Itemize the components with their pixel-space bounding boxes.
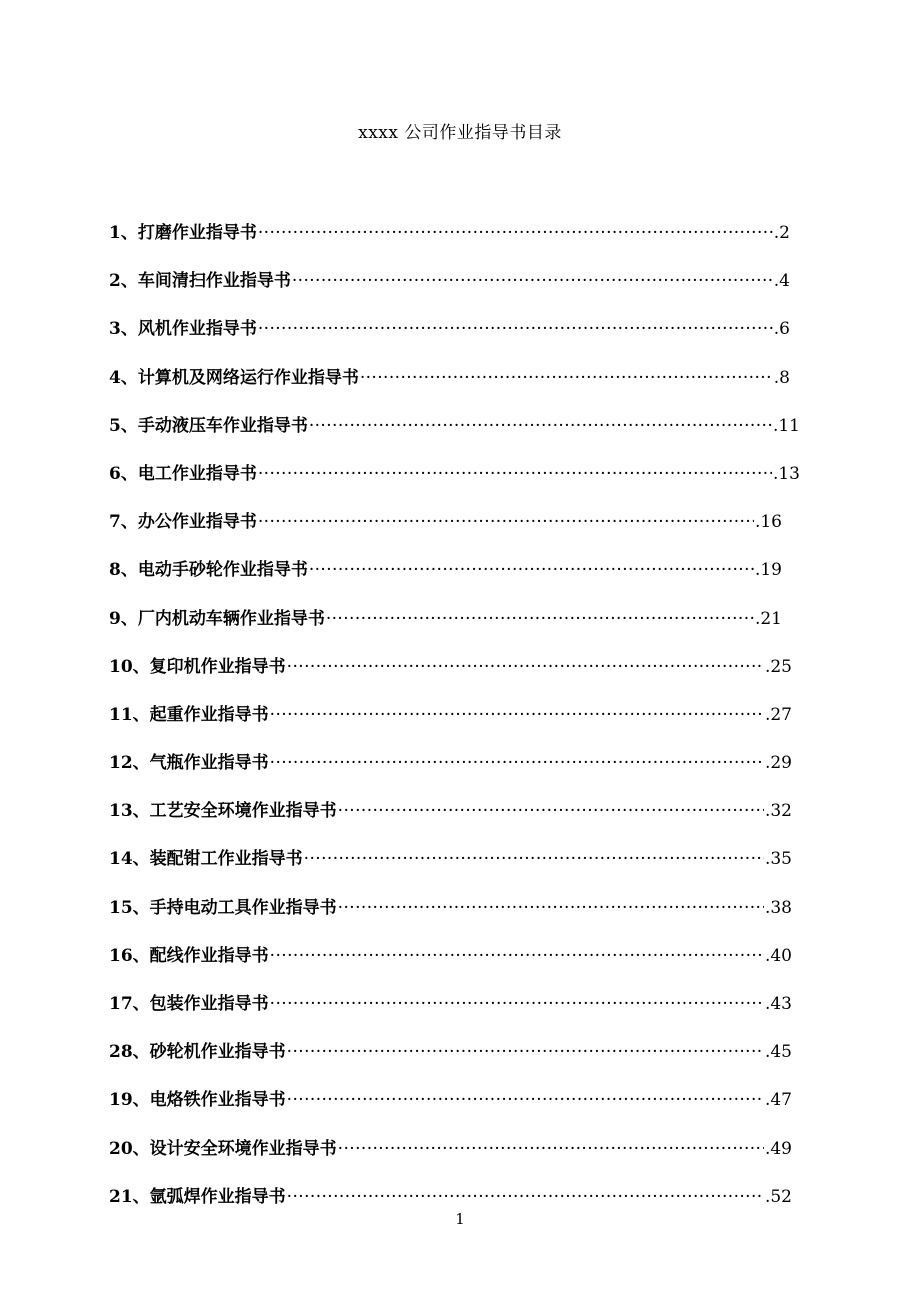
toc-entry-title: 19、电烙铁作业指导书 — [109, 1090, 286, 1111]
toc-dot-leader — [309, 416, 772, 436]
toc-entry[interactable] — [109, 1134, 792, 1182]
toc-entry[interactable] — [109, 1037, 792, 1085]
document-title: xxxx 公司作业指导书目录 — [358, 123, 562, 143]
toc-entry[interactable] — [109, 266, 790, 314]
toc-entry-page: .13 — [772, 463, 800, 484]
toc-dot-leader — [338, 1139, 764, 1159]
toc-entry-page: .47 — [764, 1090, 792, 1111]
toc-entry-title: 15、手持电动工具作业指导书 — [109, 897, 337, 918]
toc-dot-leader — [270, 994, 764, 1014]
toc-entry-page: .29 — [764, 753, 792, 774]
toc-entry[interactable] — [109, 844, 792, 892]
toc-entry[interactable] — [109, 555, 782, 603]
toc-entry[interactable] — [109, 941, 792, 989]
toc-entry-page: .49 — [764, 1138, 792, 1159]
toc-dot-leader — [258, 223, 773, 243]
toc-entry-title: 10、复印机作业指导书 — [109, 656, 286, 677]
toc-entry-title: 3、风机作业指导书 — [109, 319, 257, 340]
toc-entry[interactable] — [109, 314, 790, 362]
toc-entry-page: .8 — [773, 367, 790, 388]
toc-dot-leader — [304, 849, 764, 869]
toc-dot-leader — [258, 464, 772, 484]
toc-dot-leader — [287, 657, 764, 677]
toc-entry-title: 8、电动手砂轮作业指导书 — [109, 560, 308, 581]
toc-entry-page: .21 — [754, 608, 782, 629]
table-of-contents — [109, 218, 799, 1230]
toc-entry-page: .25 — [764, 656, 792, 677]
toc-dot-leader — [309, 560, 754, 580]
toc-entry-title: 21、氩弧焊作业指导书 — [109, 1186, 286, 1207]
toc-dot-leader — [270, 705, 764, 725]
toc-entry[interactable] — [109, 989, 792, 1037]
toc-entry-page: .27 — [764, 704, 792, 725]
toc-entry-title: 6、电工作业指导书 — [109, 463, 257, 484]
toc-entry[interactable] — [109, 411, 800, 459]
toc-entry-page: .16 — [754, 512, 782, 533]
toc-dot-leader — [292, 271, 773, 291]
toc-entry-page: .52 — [764, 1186, 792, 1207]
toc-dot-leader — [258, 319, 773, 339]
toc-dot-leader — [270, 753, 764, 773]
toc-entry-page: .35 — [764, 849, 792, 870]
toc-entry-page: .40 — [764, 945, 792, 966]
toc-entry[interactable] — [109, 700, 792, 748]
toc-entry-title: 11、起重作业指导书 — [109, 704, 269, 725]
toc-dot-leader — [326, 609, 754, 629]
toc-entry-page: .43 — [764, 994, 792, 1014]
toc-entry-page: .4 — [773, 271, 790, 292]
toc-entry-title: 5、手动液压车作业指导书 — [109, 415, 308, 436]
toc-dot-leader — [270, 946, 764, 966]
toc-entry-page: .2 — [773, 223, 790, 243]
toc-entry-title: 17、包装作业指导书 — [109, 994, 269, 1014]
toc-entry-page: .45 — [764, 1042, 792, 1063]
toc-entry[interactable] — [109, 1085, 792, 1133]
toc-entry-page: .6 — [773, 319, 790, 340]
toc-entry-title: 9、厂内机动车辆作业指导书 — [109, 608, 325, 629]
toc-entry-page: .32 — [764, 801, 792, 822]
toc-dot-leader — [338, 801, 764, 821]
toc-dot-leader — [287, 1187, 764, 1207]
toc-entry[interactable] — [109, 604, 782, 652]
page-number: 1 — [455, 1210, 465, 1228]
toc-entry-title: 1、打磨作业指导书 — [109, 223, 257, 243]
toc-entry-title: 14、装配钳工作业指导书 — [109, 849, 303, 870]
toc-entry-page: .11 — [772, 415, 800, 436]
toc-entry-title: 28、砂轮机作业指导书 — [109, 1042, 286, 1063]
toc-entry-title: 2、车间清扫作业指导书 — [109, 271, 291, 292]
toc-entry-page: .38 — [764, 897, 792, 918]
toc-entry[interactable] — [109, 507, 782, 555]
toc-entry-title: 4、计算机及网络运行作业指导书 — [109, 367, 359, 388]
toc-entry-page: .19 — [754, 560, 782, 581]
toc-dot-leader — [287, 1090, 764, 1110]
toc-entry[interactable] — [109, 218, 790, 266]
toc-entry[interactable] — [109, 459, 800, 507]
toc-entry[interactable] — [109, 796, 792, 844]
toc-entry[interactable] — [109, 893, 792, 941]
toc-entry[interactable] — [109, 748, 792, 796]
toc-entry-title: 7、办公作业指导书 — [109, 512, 257, 533]
toc-entry-title: 13、工艺安全环境作业指导书 — [109, 801, 337, 822]
toc-entry-title: 20、设计安全环境作业指导书 — [109, 1138, 337, 1159]
toc-dot-leader — [338, 898, 764, 918]
toc-entry[interactable] — [109, 363, 790, 411]
toc-entry[interactable] — [109, 652, 792, 700]
toc-dot-leader — [258, 512, 754, 532]
toc-dot-leader — [287, 1042, 764, 1062]
toc-dot-leader — [360, 368, 773, 388]
toc-entry-title: 12、气瓶作业指导书 — [109, 753, 269, 774]
toc-entry-title: 16、配线作业指导书 — [109, 945, 269, 966]
